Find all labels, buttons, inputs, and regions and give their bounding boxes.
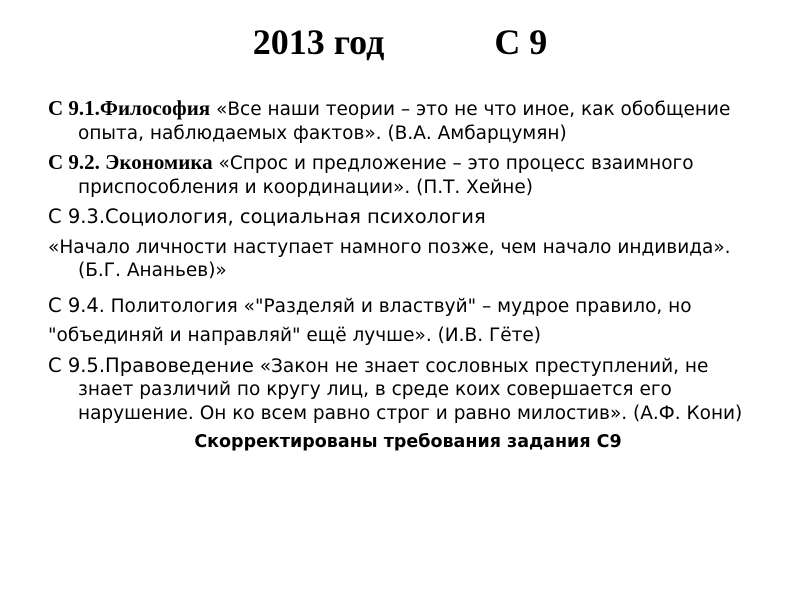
task-item-sociology-quote	[48, 236, 768, 283]
slide-body	[48, 97, 768, 461]
task-subject: Философия	[99, 96, 211, 120]
title-year: 2013 год	[252, 22, 385, 62]
task-quote: «Закон не знает сословных преступлений, не знает различий по кругу лиц, в среде коих совершается его нарушение. Он ко всем равно строг и равно милостив». (А.Ф. Кони)	[78, 355, 743, 424]
task-item-politology	[48, 294, 768, 319]
task-item-sociology-heading	[48, 205, 768, 230]
task-item-philosophy	[48, 97, 768, 145]
task-subject: Экономика	[99, 150, 213, 174]
task-quote-line2: "объединяй и направляй" ещё лучше». (И.В. Гёте)	[48, 325, 542, 346]
task-code: С 9.4	[48, 293, 99, 317]
task-quote-line1: «"Разделяй и властвуй" – мудрое правило, но	[237, 295, 692, 317]
task-subject: Правоведение	[105, 353, 254, 377]
slide-title	[0, 18, 800, 66]
task-subject: Социология, социальная психология	[105, 205, 486, 228]
task-code: С 9.1.	[48, 96, 100, 120]
task-code: С 9.5.	[48, 353, 106, 377]
task-item-economics	[48, 151, 768, 199]
task-quote: «Спрос и предложение – это процесс взаимного приспособления и координации». (П.Т. Хейне)	[78, 153, 694, 198]
task-item-politology-continued	[48, 324, 768, 348]
footer-note: Скорректированы требования задания С9	[194, 432, 622, 452]
task-item-law	[48, 354, 768, 426]
task-quote: «Все наши теории – это не что иное, как обобщение опыта, наблюдаемых фактов». (В.А. Амбарцумян)	[78, 99, 731, 144]
task-code: С 9.3.	[48, 205, 106, 228]
task-subject: . Политология	[98, 295, 238, 317]
task-code: С 9.2.	[48, 150, 100, 174]
title-code: С 9	[494, 22, 548, 62]
task-quote: «Начало личности наступает намного позже, чем начало индивида». (Б.Г. Ананьев)»	[48, 236, 731, 281]
